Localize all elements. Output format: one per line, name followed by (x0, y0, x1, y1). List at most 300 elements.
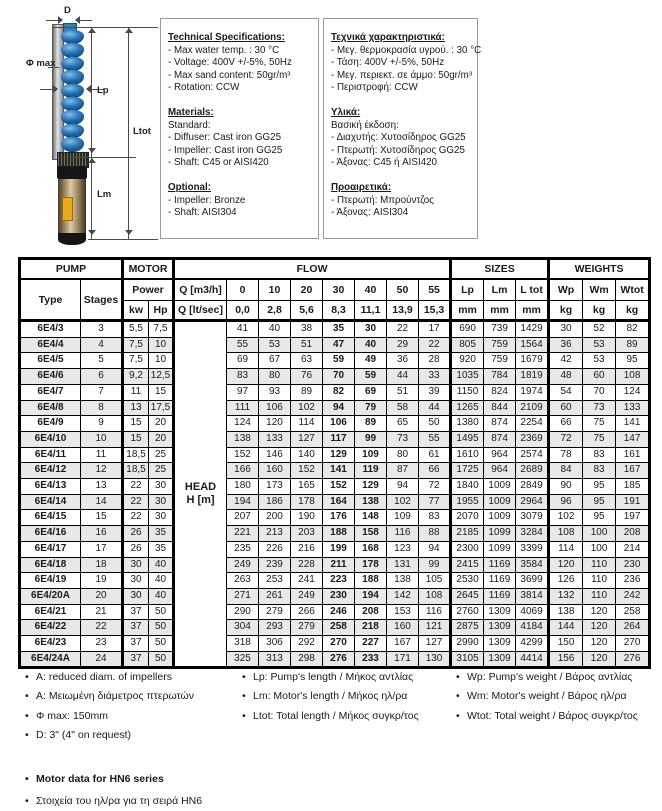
weight-wtot-cell: 191 (616, 494, 650, 510)
table-row (20, 510, 650, 526)
footnote-text: Wp: Pump's weight / Βάρος αντλίας (467, 671, 633, 683)
weight-wp-cell: 90 (549, 479, 583, 495)
pump-type-cell: 6E4/14 (20, 494, 81, 510)
table-row (20, 588, 650, 604)
weight-wm-cell: 100 (583, 526, 616, 542)
weight-wtot-cell: 147 (616, 431, 650, 447)
head-value-cell: 83 (227, 369, 259, 385)
size-lp-cell: 2530 (451, 573, 484, 589)
bullet-icon: • (242, 709, 246, 722)
size-ltot-cell: 1564 (516, 337, 549, 353)
stages-cell: 14 (81, 494, 123, 510)
pump-type-cell: 6E4/24A (20, 651, 81, 668)
size-ltot-cell: 4414 (516, 651, 549, 668)
size-lp-cell: 2070 (451, 510, 484, 526)
table-row (20, 526, 650, 542)
pump-type-cell: 6E4/8 (20, 400, 81, 416)
impeller-bowl (61, 124, 84, 138)
flow-rate-ltsec: 8,3 (323, 301, 355, 321)
head-value-cell: 116 (387, 526, 419, 542)
size-lm-cell: 759 (484, 353, 516, 369)
table-row (20, 400, 650, 416)
power-hp-cell: 50 (149, 620, 174, 636)
unit-kg: kg (616, 301, 650, 321)
weight-wtot-cell: 95 (616, 353, 650, 369)
head-value-cell: 94 (323, 400, 355, 416)
weight-wp-cell: 30 (549, 321, 583, 338)
power-hp-cell: 40 (149, 557, 174, 573)
spec-section-title: Προαιρετικά: (331, 181, 392, 193)
weight-wtot-cell: 258 (616, 604, 650, 620)
head-value-cell: 190 (291, 510, 323, 526)
footnote-line (456, 687, 638, 706)
size-lm-cell: 824 (484, 384, 516, 400)
weight-wp-cell: 48 (549, 369, 583, 385)
size-ltot-cell: 2109 (516, 400, 549, 416)
weight-wtot-cell: 141 (616, 416, 650, 432)
bullet-icon: • (25, 671, 29, 683)
spec-line: - Diffuser: Cast iron GG25 (168, 132, 282, 144)
column-header-q-ltsec: Q [lt/sec] (174, 301, 227, 321)
spec-line: - Μεγ. περιεκτ. σε άμμο: 50gr/m³ (331, 69, 473, 81)
flow-rate-ltsec: 15,3 (419, 301, 451, 321)
section-header-motor: MOTOR (123, 259, 174, 280)
weight-wm-cell: 73 (583, 400, 616, 416)
stages-cell: 4 (81, 337, 123, 353)
power-hp-cell: 30 (149, 510, 174, 526)
head-value-cell: 59 (355, 369, 387, 385)
spec-line: - Διαχυτής: Χυτοσίδηρος GG25 (331, 132, 466, 144)
size-ltot-cell: 3079 (516, 510, 549, 526)
stages-cell: 3 (81, 321, 123, 338)
size-lp-cell: 1955 (451, 494, 484, 510)
head-value-cell: 270 (323, 636, 355, 652)
size-lp-cell: 805 (451, 337, 484, 353)
weight-wm-cell: 53 (583, 353, 616, 369)
head-value-cell: 253 (259, 573, 291, 589)
column-header-lp: Lp (451, 279, 484, 301)
weight-wtot-cell: 242 (616, 588, 650, 604)
footnote-text: Lp: Pump's length / Μήκος αντλίας (253, 671, 414, 683)
flow-rate-m3h: 40 (355, 279, 387, 301)
bullet-icon: • (25, 690, 29, 703)
table-row (20, 463, 650, 479)
power-hp-cell: 50 (149, 651, 174, 668)
unit-kg: kg (549, 301, 583, 321)
weight-wm-cell: 95 (583, 479, 616, 495)
size-ltot-cell: 2849 (516, 479, 549, 495)
head-value-cell: 44 (419, 400, 451, 416)
head-value-cell: 35 (323, 321, 355, 338)
bullet-icon: • (242, 690, 246, 703)
size-ltot-cell: 2689 (516, 463, 549, 479)
spec-line: - Περιστροφή: CCW (331, 82, 418, 94)
size-lp-cell: 1380 (451, 416, 484, 432)
size-ltot-cell: 3814 (516, 588, 549, 604)
head-value-cell: 80 (387, 447, 419, 463)
bullet-icon: • (25, 728, 29, 741)
column-header-wp: Wp (549, 279, 583, 301)
head-value-cell: 146 (259, 447, 291, 463)
size-lm-cell: 1099 (484, 526, 516, 542)
weight-wp-cell: 42 (549, 353, 583, 369)
head-value-cell: 263 (227, 573, 259, 589)
head-value-cell: 167 (387, 636, 419, 652)
head-value-cell: 178 (355, 557, 387, 573)
power-hp-cell: 12,5 (149, 369, 174, 385)
weight-wp-cell: 132 (549, 588, 583, 604)
column-header-kw: kw (123, 301, 149, 321)
head-value-cell: 127 (419, 636, 451, 652)
arrowhead (88, 28, 96, 33)
head-value-cell: 152 (323, 479, 355, 495)
head-value-cell: 140 (291, 447, 323, 463)
impeller-bowl (61, 43, 84, 57)
weight-wp-cell: 156 (549, 651, 583, 668)
head-value-cell: 28 (419, 353, 451, 369)
spec-section (331, 32, 482, 95)
stages-cell: 10 (81, 431, 123, 447)
flow-rate-m3h: 20 (291, 279, 323, 301)
column-header-type: Type (20, 279, 81, 321)
weight-wp-cell: 108 (549, 526, 583, 542)
weight-wp-cell: 72 (549, 431, 583, 447)
power-kw-cell: 30 (123, 557, 149, 573)
head-value-cell: 298 (291, 651, 323, 668)
stages-cell: 22 (81, 620, 123, 636)
head-value-cell: 38 (291, 321, 323, 338)
motor-bottom-cap (58, 233, 86, 245)
pump-type-cell: 6E4/5 (20, 353, 81, 369)
weight-wp-cell: 144 (549, 620, 583, 636)
weight-wm-cell: 120 (583, 620, 616, 636)
power-hp-cell: 10 (149, 337, 174, 353)
table-row (20, 479, 650, 495)
size-lp-cell: 2760 (451, 604, 484, 620)
size-lm-cell: 784 (484, 369, 516, 385)
weight-wm-cell: 70 (583, 384, 616, 400)
power-hp-cell: 20 (149, 416, 174, 432)
size-lp-cell: 3105 (451, 651, 484, 668)
head-value-cell: 73 (387, 431, 419, 447)
bottom-notes (25, 768, 202, 811)
head-value-cell: 99 (355, 431, 387, 447)
footnote-text: Wm: Motor's weight / Βάρος ηλ/ρα (467, 690, 627, 703)
power-kw-cell: 7,5 (123, 337, 149, 353)
section-header-sizes: SIZES (451, 259, 549, 280)
weight-wm-cell: 52 (583, 321, 616, 338)
spec-section (331, 182, 472, 220)
weight-wtot-cell: 82 (616, 321, 650, 338)
head-value-cell: 33 (419, 369, 451, 385)
impeller-bowl (61, 110, 84, 124)
stages-cell: 8 (81, 400, 123, 416)
size-lm-cell: 1009 (484, 510, 516, 526)
power-hp-cell: 15 (149, 384, 174, 400)
pump-type-cell: 6E4/4 (20, 337, 81, 353)
weight-wp-cell: 138 (549, 604, 583, 620)
column-header-lm: Lm (484, 279, 516, 301)
size-ltot-cell: 4299 (516, 636, 549, 652)
column-header-ltot: L tot (516, 279, 549, 301)
head-value-cell: 66 (419, 463, 451, 479)
head-value-cell: 261 (259, 588, 291, 604)
power-kw-cell: 15 (123, 416, 149, 432)
head-value-cell: 22 (419, 337, 451, 353)
section-header-weights: WEIGHTS (549, 259, 650, 280)
weight-wm-cell: 120 (583, 636, 616, 652)
bottom-note-text: Στοιχεία του ηλ/ρα για τη σειρά HN6 (36, 795, 203, 807)
head-value-cell: 127 (291, 431, 323, 447)
head-value-cell: 79 (355, 400, 387, 416)
weight-wm-cell: 95 (583, 494, 616, 510)
size-lp-cell: 2645 (451, 588, 484, 604)
spec-line: - Impeller: Bronze (168, 194, 246, 206)
head-value-cell: 318 (227, 636, 259, 652)
spec-section (168, 182, 313, 220)
head-value-cell: 67 (259, 353, 291, 369)
weight-wm-cell: 95 (583, 510, 616, 526)
head-value-cell: 108 (419, 588, 451, 604)
weight-wm-cell: 100 (583, 541, 616, 557)
weight-wtot-cell: 133 (616, 400, 650, 416)
head-value-cell: 123 (387, 541, 419, 557)
pump-type-cell: 6E4/7 (20, 384, 81, 400)
arrowhead (88, 148, 96, 153)
footnote-text: Wtot: Total weight / Βάρος συγκρ/τος (467, 709, 638, 722)
head-value-cell: 72 (419, 479, 451, 495)
power-kw-cell: 37 (123, 651, 149, 668)
head-value-cell: 152 (291, 463, 323, 479)
size-lm-cell: 1009 (484, 479, 516, 495)
footnote-line (242, 668, 419, 687)
table-row (20, 604, 650, 620)
flow-rate-ltsec: 13,9 (387, 301, 419, 321)
head-axis-label (174, 321, 227, 668)
dim-line-mid (72, 157, 136, 158)
size-ltot-cell: 2574 (516, 447, 549, 463)
head-value-cell: 186 (259, 494, 291, 510)
power-kw-cell: 37 (123, 620, 149, 636)
column-header-hp: Hp (149, 301, 174, 321)
head-value-cell: 218 (355, 620, 387, 636)
pump-type-cell: 6E4/17 (20, 541, 81, 557)
footnote-line (456, 668, 638, 687)
weight-wm-cell: 120 (583, 651, 616, 668)
head-value-cell: 221 (227, 526, 259, 542)
table-row (20, 321, 650, 338)
head-value-cell: 17 (419, 321, 451, 338)
size-lp-cell: 1265 (451, 400, 484, 416)
power-hp-cell: 25 (149, 463, 174, 479)
head-value-cell: 279 (291, 620, 323, 636)
head-value-cell: 22 (387, 321, 419, 338)
head-value-cell: 304 (227, 620, 259, 636)
arrowhead (125, 28, 133, 33)
power-hp-cell: 17,5 (149, 400, 174, 416)
arrowhead (88, 230, 96, 235)
flow-rate-m3h: 30 (323, 279, 355, 301)
power-hp-cell: 20 (149, 431, 174, 447)
footnote-text: D: 3" (4" on request) (36, 728, 131, 741)
footnote-line (25, 687, 194, 706)
flow-rate-m3h: 55 (419, 279, 451, 301)
footnote-text: A: reduced diam. of impellers (36, 671, 172, 683)
impeller-bowl (61, 137, 84, 151)
head-value-cell: 138 (387, 573, 419, 589)
size-lp-cell: 2990 (451, 636, 484, 652)
head-value-cell: 306 (259, 636, 291, 652)
footnote-text: Lm: Motor's length / Μήκος ηλ/ρα (253, 690, 408, 703)
weight-wm-cell: 83 (583, 447, 616, 463)
power-hp-cell: 35 (149, 541, 174, 557)
size-ltot-cell: 1429 (516, 321, 549, 338)
head-label-line: HEAD (184, 481, 217, 494)
head-value-cell: 152 (227, 447, 259, 463)
footnote-line (456, 707, 638, 726)
weight-wm-cell: 110 (583, 557, 616, 573)
weight-wm-cell: 75 (583, 431, 616, 447)
weight-wm-cell: 83 (583, 463, 616, 479)
pump-type-cell: 6E4/23 (20, 636, 81, 652)
spec-box-greek (323, 18, 482, 239)
bottom-note-line (25, 768, 202, 790)
size-lm-cell: 1169 (484, 588, 516, 604)
head-value-cell: 106 (259, 400, 291, 416)
spec-line: - Rotation: CCW (168, 82, 240, 94)
head-value-cell: 216 (291, 541, 323, 557)
head-value-cell: 51 (291, 337, 323, 353)
size-lm-cell: 964 (484, 447, 516, 463)
head-value-cell: 129 (323, 447, 355, 463)
size-lp-cell: 1035 (451, 369, 484, 385)
head-value-cell: 279 (259, 604, 291, 620)
weight-wm-cell: 60 (583, 369, 616, 385)
head-value-cell: 208 (355, 604, 387, 620)
unit-kg: kg (583, 301, 616, 321)
pump-type-cell: 6E4/15 (20, 510, 81, 526)
head-value-cell: 89 (355, 416, 387, 432)
head-value-cell: 129 (355, 479, 387, 495)
spec-line: - Impeller: Cast iron GG25 (168, 144, 283, 156)
motor-yellow-label (62, 197, 73, 221)
flow-rate-ltsec: 11,1 (355, 301, 387, 321)
dim-line-bottom (88, 239, 158, 240)
flow-rate-ltsec: 5,6 (291, 301, 323, 321)
head-value-cell: 194 (355, 588, 387, 604)
footnote-text: Ltot: Total length / Μήκος συγκρ/τος (253, 709, 419, 722)
head-value-cell: 246 (323, 604, 355, 620)
size-ltot-cell: 2369 (516, 431, 549, 447)
impeller-bowl (61, 57, 84, 71)
head-value-cell: 40 (355, 337, 387, 353)
head-value-cell: 228 (291, 557, 323, 573)
head-value-cell: 55 (419, 431, 451, 447)
head-value-cell: 292 (291, 636, 323, 652)
size-ltot-cell: 2964 (516, 494, 549, 510)
weight-wtot-cell: 167 (616, 463, 650, 479)
bullet-icon: • (25, 773, 29, 785)
power-kw-cell: 37 (123, 636, 149, 652)
bullet-icon: • (25, 709, 29, 722)
table-row (20, 353, 650, 369)
size-lp-cell: 1725 (451, 463, 484, 479)
head-value-cell: 40 (259, 321, 291, 338)
head-value-cell: 41 (227, 321, 259, 338)
table-row (20, 573, 650, 589)
head-value-cell: 168 (355, 541, 387, 557)
footnote-line (25, 707, 194, 726)
bullet-icon: • (25, 795, 29, 807)
head-value-cell: 173 (259, 479, 291, 495)
head-value-cell: 111 (227, 400, 259, 416)
spec-line: - Max sand content: 50gr/m³ (168, 69, 291, 81)
arrowhead (58, 16, 63, 24)
table-row (20, 636, 650, 652)
column-header-stages: Stages (81, 279, 123, 321)
head-value-cell: 239 (259, 557, 291, 573)
head-value-cell: 153 (387, 604, 419, 620)
weight-wtot-cell: 270 (616, 636, 650, 652)
weight-wtot-cell: 161 (616, 447, 650, 463)
bullet-icon: • (456, 671, 460, 683)
head-value-cell: 83 (419, 510, 451, 526)
head-value-cell: 36 (387, 353, 419, 369)
impeller-bowl (61, 30, 84, 44)
stages-cell: 16 (81, 526, 123, 542)
dim-label-lp: Lp (97, 85, 109, 96)
head-value-cell: 164 (323, 494, 355, 510)
bottom-note-line (25, 790, 202, 811)
footnotes-column-3 (456, 668, 638, 726)
spec-box-english (160, 18, 319, 239)
head-value-cell: 82 (323, 384, 355, 400)
head-value-cell: 271 (227, 588, 259, 604)
stages-cell: 6 (81, 369, 123, 385)
power-kw-cell: 15 (123, 431, 149, 447)
head-value-cell: 53 (259, 337, 291, 353)
table-header-row (20, 279, 650, 301)
spec-section (331, 107, 472, 170)
weight-wtot-cell: 264 (616, 620, 650, 636)
spec-section (168, 32, 313, 95)
power-hp-cell: 30 (149, 494, 174, 510)
spec-line: - Τάση: 400V +/-5%, 50Hz (331, 57, 445, 69)
head-value-cell: 200 (259, 510, 291, 526)
stages-cell: 19 (81, 573, 123, 589)
size-lm-cell: 1309 (484, 636, 516, 652)
stages-cell: 13 (81, 479, 123, 495)
weight-wtot-cell: 108 (616, 369, 650, 385)
head-value-cell: 276 (323, 651, 355, 668)
head-value-cell: 138 (227, 431, 259, 447)
pump-type-cell: 6E4/13 (20, 479, 81, 495)
size-lm-cell: 1309 (484, 651, 516, 668)
power-hp-cell: 40 (149, 588, 174, 604)
unit-mm: mm (484, 301, 516, 321)
column-header-wm: Wm (583, 279, 616, 301)
column-header-q-m3h: Q [m3/h] (174, 279, 227, 301)
head-value-cell: 109 (387, 510, 419, 526)
footnote-text: A: Μειωμένη διάμετρος πτερωτών (36, 690, 194, 703)
head-value-cell: 65 (387, 416, 419, 432)
head-value-cell: 58 (387, 400, 419, 416)
size-lp-cell: 1150 (451, 384, 484, 400)
spec-line: - Άξονας: C45 ή AISI420 (331, 157, 438, 169)
table-row (20, 541, 650, 557)
head-value-cell: 325 (227, 651, 259, 668)
spec-line: - Μεγ. θερμοκρασία υγρού. : 30 °C (331, 44, 482, 56)
